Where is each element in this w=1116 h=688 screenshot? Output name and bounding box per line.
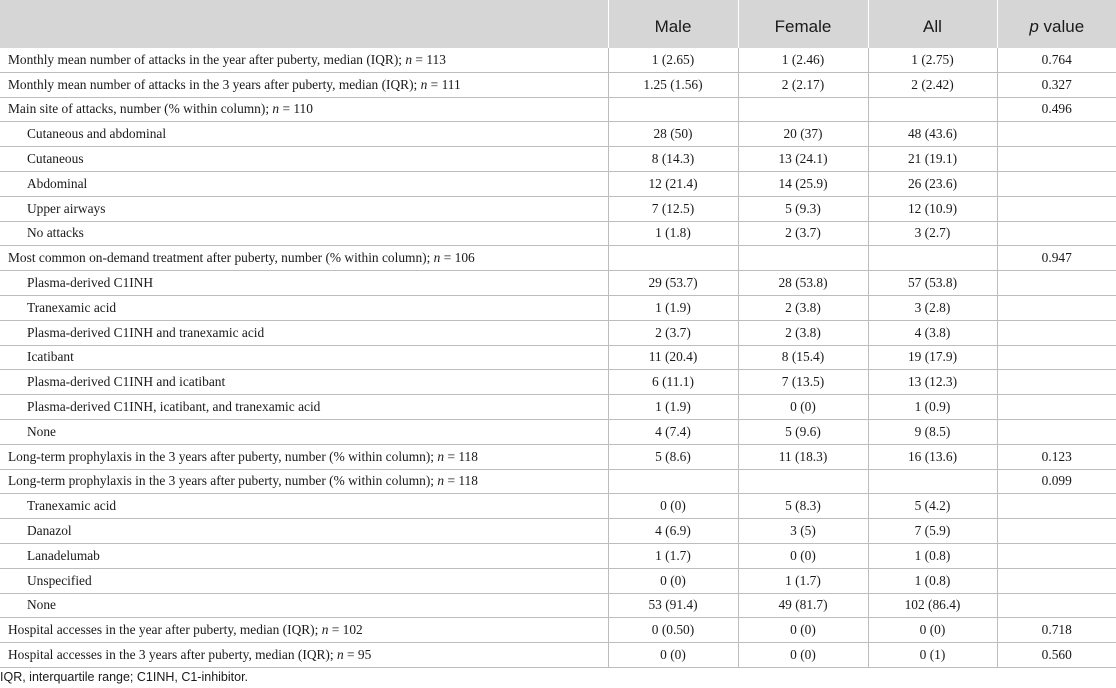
table-row: [0, 519, 1116, 544]
cell-female: 0 (0): [738, 618, 868, 643]
row-label-text: Danazol: [27, 523, 72, 539]
row-label: [0, 419, 608, 444]
cell-all: 2 (2.42): [868, 72, 997, 97]
table-row: [0, 643, 1116, 668]
row-label: [0, 147, 608, 172]
cell-p-value: 0.327: [997, 72, 1116, 97]
p-value-italic: p: [1029, 17, 1039, 36]
row-label: [0, 494, 608, 519]
header-female: Female: [738, 0, 868, 48]
cell-p-value: 0.560: [997, 643, 1116, 668]
row-label: [0, 221, 608, 246]
row-label-text: Monthly mean number of attacks in the 3 years after puberty, median (IQR);: [8, 76, 421, 92]
cell-female: 5 (9.6): [738, 419, 868, 444]
cell-female: 2 (3.8): [738, 320, 868, 345]
table-row: [0, 618, 1116, 643]
cell-male: 2 (3.7): [608, 320, 738, 345]
cell-female: 3 (5): [738, 519, 868, 544]
cell-female: 28 (53.8): [738, 271, 868, 296]
cell-p-value: [997, 419, 1116, 444]
cell-p-value: [997, 295, 1116, 320]
cell-male: 7 (12.5): [608, 196, 738, 221]
row-label: [0, 519, 608, 544]
row-label-text: Most common on-demand treatment after puberty, number (% within column);: [8, 250, 434, 266]
cell-p-value: 0.099: [997, 469, 1116, 494]
cell-p-value: [997, 221, 1116, 246]
cell-male: 0 (0.50): [608, 618, 738, 643]
p-value-suffix: value: [1038, 17, 1085, 36]
cell-all: 5 (4.2): [868, 494, 997, 519]
table-footnote: IQR, interquartile range; C1INH, C1-inhibitor.: [0, 670, 249, 684]
cell-all: 0 (1): [868, 643, 997, 668]
cell-female: 2 (2.17): [738, 72, 868, 97]
cell-all: 26 (23.6): [868, 171, 997, 196]
cell-female: 1 (1.7): [738, 568, 868, 593]
row-n-symbol: n: [433, 250, 441, 266]
cell-male: 1 (2.65): [608, 48, 738, 72]
row-n-symbol: n: [321, 622, 329, 638]
cell-p-value: [997, 568, 1116, 593]
cell-male: 1 (1.9): [608, 295, 738, 320]
row-label: [0, 395, 608, 420]
cell-female: 0 (0): [738, 543, 868, 568]
cell-p-value: [997, 171, 1116, 196]
cell-all: 1 (0.8): [868, 568, 997, 593]
table-row: [0, 419, 1116, 444]
cell-p-value: 0.764: [997, 48, 1116, 72]
header-all: All: [868, 0, 997, 48]
row-label: [0, 196, 608, 221]
cell-all: 16 (13.6): [868, 444, 997, 469]
row-n-value: = 95: [343, 647, 372, 663]
cell-male: 12 (21.4): [608, 171, 738, 196]
cell-male: 1.25 (1.56): [608, 72, 738, 97]
cell-female: [738, 246, 868, 271]
header-p-value: [997, 0, 1116, 48]
cell-all: 102 (86.4): [868, 593, 997, 618]
row-label-text: Tranexamic acid: [27, 299, 117, 315]
row-label: [0, 370, 608, 395]
row-n-symbol: n: [437, 448, 445, 464]
table-row: [0, 593, 1116, 618]
cell-female: 11 (18.3): [738, 444, 868, 469]
cell-all: 1 (0.9): [868, 395, 997, 420]
cell-female: 13 (24.1): [738, 147, 868, 172]
cell-male: 0 (0): [608, 643, 738, 668]
table-row: [0, 345, 1116, 370]
row-label: [0, 97, 608, 122]
cell-female: 0 (0): [738, 395, 868, 420]
row-label-text: Monthly mean number of attacks in the year after puberty, median (IQR);: [8, 51, 406, 67]
cell-p-value: [997, 345, 1116, 370]
cell-male: 4 (6.9): [608, 519, 738, 544]
cell-female: 49 (81.7): [738, 593, 868, 618]
row-label-text: Cutaneous: [27, 151, 84, 167]
row-n-value: = 102: [328, 622, 363, 638]
row-label-text: Tranexamic acid: [27, 498, 117, 514]
cell-male: 53 (91.4): [608, 593, 738, 618]
table-row: [0, 72, 1116, 97]
cell-p-value: [997, 494, 1116, 519]
row-label-text: Abdominal: [27, 175, 88, 191]
cell-female: 8 (15.4): [738, 345, 868, 370]
cell-p-value: [997, 395, 1116, 420]
cell-p-value: 0.496: [997, 97, 1116, 122]
cell-all: 12 (10.9): [868, 196, 997, 221]
cell-p-value: [997, 320, 1116, 345]
cell-male: 0 (0): [608, 568, 738, 593]
cell-male: 1 (1.7): [608, 543, 738, 568]
row-label: [0, 444, 608, 469]
cell-p-value: [997, 370, 1116, 395]
cell-all: 1 (0.8): [868, 543, 997, 568]
cell-female: 20 (37): [738, 122, 868, 147]
row-label-text: None: [27, 423, 57, 439]
table-row: [0, 246, 1116, 271]
row-label: [0, 543, 608, 568]
cell-male: 4 (7.4): [608, 419, 738, 444]
cell-all: [868, 469, 997, 494]
cell-male: 28 (50): [608, 122, 738, 147]
table-row: [0, 543, 1116, 568]
cell-male: 6 (11.1): [608, 370, 738, 395]
row-n-value: = 118: [444, 448, 478, 464]
cell-male: [608, 97, 738, 122]
row-label: [0, 618, 608, 643]
cell-male: 11 (20.4): [608, 345, 738, 370]
row-label-text: Hospital accesses in the 3 years after puberty, median (IQR);: [8, 647, 337, 663]
table-row: [0, 221, 1116, 246]
row-label: [0, 345, 608, 370]
table-row: [0, 320, 1116, 345]
cell-female: 2 (3.7): [738, 221, 868, 246]
table-row: [0, 295, 1116, 320]
row-label: [0, 271, 608, 296]
table-row: [0, 444, 1116, 469]
cell-female: 5 (9.3): [738, 196, 868, 221]
row-label: [0, 48, 608, 72]
row-label: [0, 295, 608, 320]
row-label-text: Plasma-derived C1INH, icatibant, and tranexamic acid: [27, 399, 321, 415]
cell-female: 7 (13.5): [738, 370, 868, 395]
cell-all: 13 (12.3): [868, 370, 997, 395]
cell-p-value: [997, 543, 1116, 568]
table-row: [0, 370, 1116, 395]
table-row: [0, 122, 1116, 147]
cell-all: 57 (53.8): [868, 271, 997, 296]
cell-female: 2 (3.8): [738, 295, 868, 320]
cell-all: 7 (5.9): [868, 519, 997, 544]
cell-all: [868, 97, 997, 122]
cell-male: [608, 246, 738, 271]
row-label: [0, 568, 608, 593]
row-n-symbol: n: [420, 76, 428, 92]
cell-female: [738, 469, 868, 494]
cell-male: [608, 469, 738, 494]
cell-p-value: [997, 593, 1116, 618]
cell-all: 9 (8.5): [868, 419, 997, 444]
row-label-text: Hospital accesses in the year after puberty, median (IQR);: [8, 622, 322, 638]
row-n-value: = 113: [412, 51, 446, 67]
table-row: [0, 469, 1116, 494]
table-row: [0, 48, 1116, 72]
row-n-symbol: n: [405, 51, 413, 67]
cell-all: 0 (0): [868, 618, 997, 643]
row-label: [0, 320, 608, 345]
row-label-text: Plasma-derived C1INH and tranexamic acid: [27, 324, 265, 340]
cell-female: [738, 97, 868, 122]
row-label-text: Main site of attacks, number (% within column);: [8, 101, 273, 117]
cell-female: 14 (25.9): [738, 171, 868, 196]
cell-male: 5 (8.6): [608, 444, 738, 469]
cell-male: 0 (0): [608, 494, 738, 519]
header-blank: [0, 0, 608, 48]
cell-p-value: 0.123: [997, 444, 1116, 469]
table-row: [0, 171, 1116, 196]
cell-male: 29 (53.7): [608, 271, 738, 296]
cell-p-value: 0.947: [997, 246, 1116, 271]
row-label-text: Plasma-derived C1INH: [27, 275, 154, 291]
row-n-symbol: n: [272, 101, 280, 117]
cell-female: 5 (8.3): [738, 494, 868, 519]
cell-all: 48 (43.6): [868, 122, 997, 147]
row-label-text: Lanadelumab: [27, 547, 100, 563]
row-label-text: Upper airways: [27, 200, 106, 216]
row-label-text: Long-term prophylaxis in the 3 years after puberty, number (% within column);: [8, 473, 438, 489]
row-label: [0, 593, 608, 618]
cell-male: 1 (1.8): [608, 221, 738, 246]
cell-all: 4 (3.8): [868, 320, 997, 345]
row-n-value: = 106: [440, 250, 475, 266]
row-label-text: Plasma-derived C1INH and icatibant: [27, 374, 226, 390]
row-n-value: = 111: [427, 76, 461, 92]
cell-all: 3 (2.8): [868, 295, 997, 320]
row-n-value: = 118: [444, 473, 478, 489]
row-n-symbol: n: [336, 647, 344, 663]
cell-p-value: [997, 196, 1116, 221]
table-row: [0, 395, 1116, 420]
row-label-text: No attacks: [27, 225, 84, 241]
table-row: [0, 196, 1116, 221]
row-n-value: = 110: [279, 101, 313, 117]
cell-male: 1 (1.9): [608, 395, 738, 420]
cell-p-value: [997, 271, 1116, 296]
cell-p-value: [997, 147, 1116, 172]
cell-all: 3 (2.7): [868, 221, 997, 246]
row-label: [0, 643, 608, 668]
header-male: Male: [608, 0, 738, 48]
row-label-text: Long-term prophylaxis in the 3 years after puberty, number (% within column);: [8, 448, 438, 464]
row-label-text: None: [27, 597, 57, 613]
cell-all: [868, 246, 997, 271]
cell-female: 1 (2.46): [738, 48, 868, 72]
row-label-text: Icatibant: [27, 349, 74, 365]
table-row: [0, 97, 1116, 122]
table-row: [0, 147, 1116, 172]
table-header: [0, 0, 1116, 48]
cell-female: 0 (0): [738, 643, 868, 668]
row-label: [0, 171, 608, 196]
row-label-text: Unspecified: [27, 572, 92, 588]
table-row: [0, 271, 1116, 296]
cell-p-value: [997, 122, 1116, 147]
cell-p-value: 0.718: [997, 618, 1116, 643]
cell-all: 21 (19.1): [868, 147, 997, 172]
row-n-symbol: n: [437, 473, 445, 489]
cell-p-value: [997, 519, 1116, 544]
row-label-text: Cutaneous and abdominal: [27, 126, 167, 142]
cell-all: 1 (2.75): [868, 48, 997, 72]
table-row: [0, 568, 1116, 593]
row-label: [0, 469, 608, 494]
cell-all: 19 (17.9): [868, 345, 997, 370]
cell-male: 8 (14.3): [608, 147, 738, 172]
table-body: [0, 48, 1116, 667]
row-label: [0, 122, 608, 147]
table-row: [0, 494, 1116, 519]
row-label: [0, 72, 608, 97]
row-label: [0, 246, 608, 271]
